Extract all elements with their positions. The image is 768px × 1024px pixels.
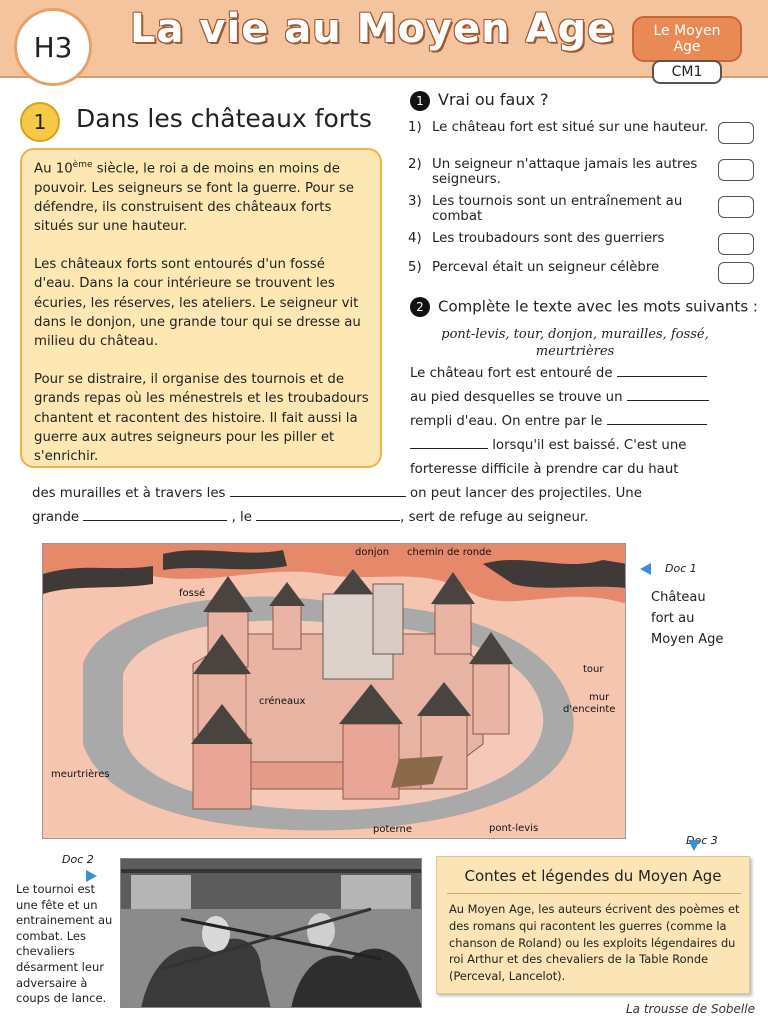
- lesson-textbox: [20, 148, 382, 468]
- blank-field[interactable]: [83, 507, 227, 521]
- label-poterne: poterne: [373, 824, 412, 835]
- fill-line-2: [410, 386, 709, 410]
- fill-text: des murailles et à travers les: [32, 486, 226, 501]
- blank-field[interactable]: [230, 483, 406, 497]
- question-number: 5): [408, 260, 422, 275]
- doc1-tag: [640, 558, 697, 577]
- page-title: La vie au Moyen Age: [130, 6, 616, 52]
- blank-field[interactable]: [410, 435, 488, 449]
- answer-box[interactable]: [718, 262, 754, 284]
- fill-line-6: [32, 482, 642, 506]
- fill-text: lorsqu'il est baissé. C'est une: [492, 438, 687, 453]
- legend-box: [436, 856, 750, 994]
- question-number: 1): [408, 120, 422, 135]
- para1-sup: ème: [72, 160, 93, 170]
- legend-title: Contes et légendes du Moyen Age: [464, 867, 722, 885]
- question-item: [408, 229, 760, 258]
- exercise2-title: Complète le texte avec les mots suivants :: [438, 297, 758, 316]
- fill-line-3: [410, 410, 707, 434]
- fill-line-7: [32, 506, 588, 530]
- exercise1-heading: [410, 90, 549, 111]
- word-bank-line1: pont-levis, tour, donjon, murailles, fossé,: [441, 327, 709, 342]
- question-number: 3): [408, 194, 422, 209]
- fill-line-4: [410, 434, 686, 458]
- blank-field[interactable]: [617, 363, 707, 377]
- answer-box[interactable]: [718, 159, 754, 181]
- true-false-list: [408, 118, 760, 295]
- section-title: Dans les châteaux forts: [76, 104, 372, 133]
- label-denceinte: d'enceinte: [563, 704, 616, 715]
- question-text: Un seigneur n'attaque jamais les autres seigneurs.: [432, 157, 698, 187]
- subject-tag: [632, 16, 742, 62]
- fill-text: , le: [231, 510, 252, 525]
- question-item: [408, 118, 760, 155]
- label-chemin-de-ronde: chemin de ronde: [407, 547, 492, 558]
- legend-text: Au Moyen Age, les auteurs écrivent des poèmes et des romans qui racontent les guerres (comme la chanson de Roland) ou les exploits légendaires du roi Arthur et des chevaliers de la Table Ronde (Perceval, Lancelot).: [449, 902, 740, 984]
- label-fosse: fossé: [179, 588, 206, 599]
- exercise1-bullet: 1: [410, 91, 430, 111]
- label-donjon: donjon: [355, 547, 390, 558]
- doc1-caption-line2: fort au: [651, 611, 695, 626]
- answer-box[interactable]: [718, 196, 754, 218]
- label-mur: mur: [589, 692, 610, 703]
- question-text: Les troubadours sont des guerriers: [432, 231, 665, 246]
- fill-text: au pied desquelles se trouve un: [410, 390, 623, 405]
- fill-text: grande: [32, 510, 80, 525]
- castle-drawing: [43, 544, 626, 839]
- doc1-label: Doc 1: [665, 562, 697, 575]
- lesson-paragraph-2: Les châteaux forts sont entourés d'un fossé d'eau. Dans la cour intérieure se trouvent les écuries, les réserves, les ateliers. Le seigneur vit dans le donjon, une grande tour qui se dresse au milieu du château.: [34, 257, 361, 350]
- fill-text: , sert de refuge au seigneur.: [400, 510, 589, 525]
- blank-field[interactable]: [607, 411, 707, 425]
- doc2-caption: Le tournoi est une fête et un entrainement au combat. Les chevaliers désarment leur adversaire à coups de lance.: [16, 882, 113, 1006]
- fill-text: forteresse difficile à prendre car du haut: [410, 462, 679, 477]
- fill-line-1: [410, 362, 707, 386]
- para1-rest: siècle, le roi a de moins en moins de pouvoir. Les seigneurs se font la guerre. Pour se défendre, ils construisent des châteaux forts situés sur une hauteur.: [34, 161, 354, 235]
- question-number: 2): [408, 157, 422, 172]
- chapter-badge: [14, 8, 92, 86]
- lesson-paragraph-3: Pour se distraire, il organise des tournois et de grands repas où les ménestrels et les troubadours chantent et racontent des histoire. Il fait aussi la guerre aux autres seigneurs pour les piller et s'enrichir.: [34, 372, 369, 465]
- fill-text: on peut lancer des projectiles. Une: [409, 486, 642, 501]
- exercise2-bullet: 2: [410, 297, 430, 317]
- label-creneaux: créneaux: [259, 696, 306, 707]
- blank-field[interactable]: [256, 507, 400, 521]
- subject-tag-line2: Age: [673, 39, 701, 55]
- footer-credit: La trousse de Sobelle: [626, 1002, 755, 1016]
- exercise1-title: Vrai ou faux ?: [438, 90, 549, 109]
- fill-text: rempli d'eau. On entre par le: [410, 414, 603, 429]
- section-number: [20, 102, 60, 142]
- arrow-down-icon: [688, 840, 700, 851]
- question-text: Les tournois sont un entraînement au combat: [432, 194, 683, 224]
- question-item: [408, 192, 760, 229]
- chapter-badge-label: H3: [33, 30, 73, 64]
- label-tour: tour: [583, 664, 604, 675]
- doc3-label: Doc 3: [686, 834, 718, 847]
- doc1-caption-line1: Château: [651, 590, 706, 605]
- label-pont-levis: pont-levis: [489, 823, 539, 834]
- word-bank-line2: meurtrières: [535, 344, 615, 359]
- word-bank: [410, 326, 740, 360]
- lesson-paragraph-1: [34, 156, 370, 236]
- castle-illustration: [42, 543, 626, 839]
- question-number: 4): [408, 231, 422, 246]
- tournament-drawing: [121, 859, 422, 1008]
- question-text: Perceval était un seigneur célèbre: [432, 260, 660, 275]
- question-item: [408, 258, 760, 295]
- blank-field[interactable]: [627, 387, 709, 401]
- para1-start: Au 10: [34, 161, 73, 177]
- answer-box[interactable]: [718, 233, 754, 255]
- level-tag: CM1: [652, 60, 722, 84]
- arrow-right-icon: [86, 870, 97, 882]
- answer-box[interactable]: [718, 122, 754, 144]
- label-meurtrieres: meurtrières: [51, 769, 110, 780]
- exercise2-heading: [410, 297, 758, 317]
- doc1-caption: [651, 587, 751, 650]
- arrow-left-icon: [640, 563, 651, 575]
- fill-text: Le château fort est entouré de: [410, 366, 613, 381]
- question-text: Le château fort est situé sur une hauteur.: [432, 120, 709, 135]
- doc2-label: Doc 2: [62, 853, 94, 866]
- question-item: [408, 155, 760, 192]
- doc1-caption-line3: Moyen Age: [651, 632, 724, 647]
- tournament-image: [120, 858, 422, 1008]
- divider: [447, 893, 741, 894]
- fill-line-5: [410, 458, 678, 482]
- subject-tag-line1: Le Moyen: [653, 23, 721, 39]
- section-number-label: 1: [33, 110, 47, 134]
